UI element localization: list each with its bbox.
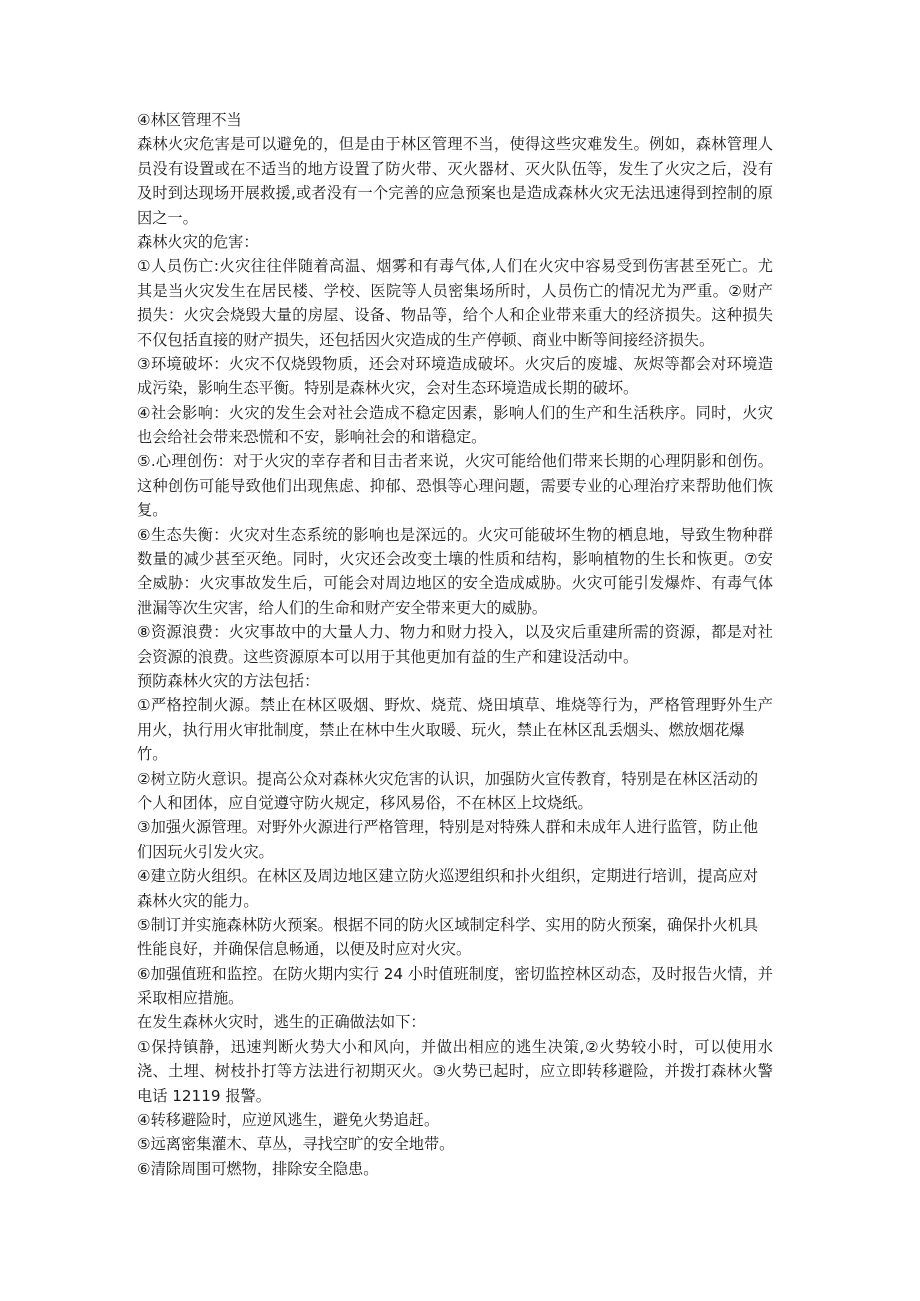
text-line: 个人和团体，应自觉遵守防火规定，移风易俗，不在林区上坟烧纸。 [137, 793, 593, 812]
text-line: ④建立防火组织。在林区及周边地区建立防火巡逻组织和扑火组织，定期进行培训，提高应对 [137, 867, 759, 886]
text-line: ③环境破坏：火灾不仅烧毁物质，还会对环境造成破坏。火灾后的废墟、灰烬等都会对环境造 [137, 354, 773, 373]
text-line: 用火，执行用火审批制度，禁止在林中生火取暖、玩火，禁止在林区乱丢烟头、燃放烟花爆 [137, 720, 745, 739]
text-line: 复。 [137, 501, 168, 520]
text-line: 因之一。 [137, 208, 198, 227]
document-body [137, 108, 787, 1181]
text-line: 损失：火灾会烧毁大量的房屋、设备、物品等，给个人和企业带来重大的经济损失。这种损失 [137, 306, 773, 325]
text-line: ④社会影响：火灾的发生会对社会造成不稳定因素，影响人们的生产和生活秩序。同时，火灾 [137, 403, 773, 422]
text-line: 浇、土埋、树枝扑打等方法进行初期灭火。③火势已起时，应立即转移避险，并拨打森林火警 [137, 1062, 773, 1081]
text-line: 森林火灾危害是可以避免的，但是由于林区管理不当，使得这些灾难发生。例如，森林管理人 [137, 135, 773, 154]
text-line: 会资源的浪费。这些资源原本可以用于其他更加有益的生产和建设活动中。 [137, 647, 639, 666]
text-line: ⑤制订并实施森林防火预案。根据不同的防火区域制定科学、实用的防火预案，确保扑火机具 [137, 915, 759, 934]
text-line: ④转移避险时，应逆风逃生，避免火势追赶。 [137, 1111, 440, 1130]
text-line: 及时到达现场开展救援,或者没有一个完善的应急预案也是造成森林火灾无法迅速得到控制的原 [137, 184, 773, 203]
text-line: 数量的减少甚至灭绝。同时，火灾还会改变土壤的性质和结构，影响植物的生长和恢更。⑦安 [137, 550, 773, 569]
text-line: 不仅包括直接的财产损失，还包括因火灾造成的生产停顿、商业中断等间接经济损失。 [137, 330, 715, 349]
text-line: ⑥清除周围可燃物，排除安全隐患。 [137, 1159, 379, 1178]
text-line: ④林区管理不当 [137, 111, 242, 129]
text-line: 森林火灾的危害： [137, 232, 259, 251]
text-line: 全威胁：火灾事故发生后，可能会对周边地区的安全造成威胁。火灾可能引发爆炸、有毒气体 [137, 574, 773, 593]
text-line: ①严格控制火源。禁止在林区吸烟、野炊、烧荒、烧田填草、堆烧等行为，严格管理野外生产 [137, 696, 773, 715]
text-line: 森林火灾的能力。 [137, 891, 259, 910]
text-line: 其是当火灾发生在居民楼、学校、医院等人员密集场所时，人员伤亡的情况尤为严重。②财产 [137, 281, 773, 300]
text-line: 预防森林火灾的方法包括： [137, 671, 320, 690]
text-line: ⑤.心理创伤：对于火灾的幸存者和目击者来说，火灾可能给他们带来长期的心理阴影和创伤。 [137, 452, 773, 471]
text-line: ②树立防火意识。提高公众对森林火灾危害的认识，加强防火宣传教育，特别是在林区活动的 [137, 769, 759, 788]
text-line: 在发生森林火灾时，逃生的正确做法如下： [137, 1013, 426, 1032]
text-line: ③加强火源管理。对野外火源进行严格管理，特别是对特殊人群和未成年人进行监管，防止他 [137, 818, 759, 837]
text-line: 泄漏等次生灾害，给人们的生命和财产安全带来更大的威胁。 [137, 598, 548, 617]
text-line: 们因玩火引发火灾。 [137, 842, 274, 861]
text-line: 成污染，影响生态平衡。特别是森林火灾，会对生态环境造成长期的破坏。 [137, 379, 639, 398]
text-line: 电话 12119 报警。 [137, 1086, 271, 1105]
text-line: 也会给社会带来恐慌和不安，影响社会的和谐稳定。 [137, 428, 487, 447]
text-line: ⑥生态失衡：火灾对生态系统的影响也是深远的。火灾可能破坏生物的栖息地，导致生物种群 [137, 525, 773, 544]
text-line: 竹。 [137, 745, 168, 764]
text-line: ①保持镇静，迅速判断火势大小和风向，并做出相应的逃生决策,②火势较小时，可以使用水 [137, 1037, 773, 1056]
text-line: 采取相应措施。 [137, 989, 244, 1008]
text-line: 这种创伤可能导致他们出现焦虑、抑郁、恐惧等心理问题，需要专业的心理治疗来帮助他们恢 [137, 476, 773, 495]
text-line: 性能良好，并确保信息畅通，以便及时应对火灾。 [137, 940, 472, 959]
text-line: ⑤远离密集灌木、草丛，寻找空旷的安全地带。 [137, 1135, 455, 1154]
text-line: ⑥加强值班和监控。在防火期内实行 24 小时值班制度，密切监控林区动态，及时报告火情，并 [137, 964, 773, 983]
text-line: ①人员伤亡:火灾往往伴随着高温、烟雾和有毒气体,人们在火灾中容易受到伤害甚至死亡。尤 [137, 257, 773, 276]
text-line: ⑧资源浪费：火灾事故中的大量人力、物力和财力投入，以及灾后重建所需的资源，都是对社 [137, 623, 773, 642]
text-line: 员没有设置或在不适当的地方设置了防火带、灭火器材、灭火队伍等，发生了火灾之后，没有 [137, 159, 773, 178]
